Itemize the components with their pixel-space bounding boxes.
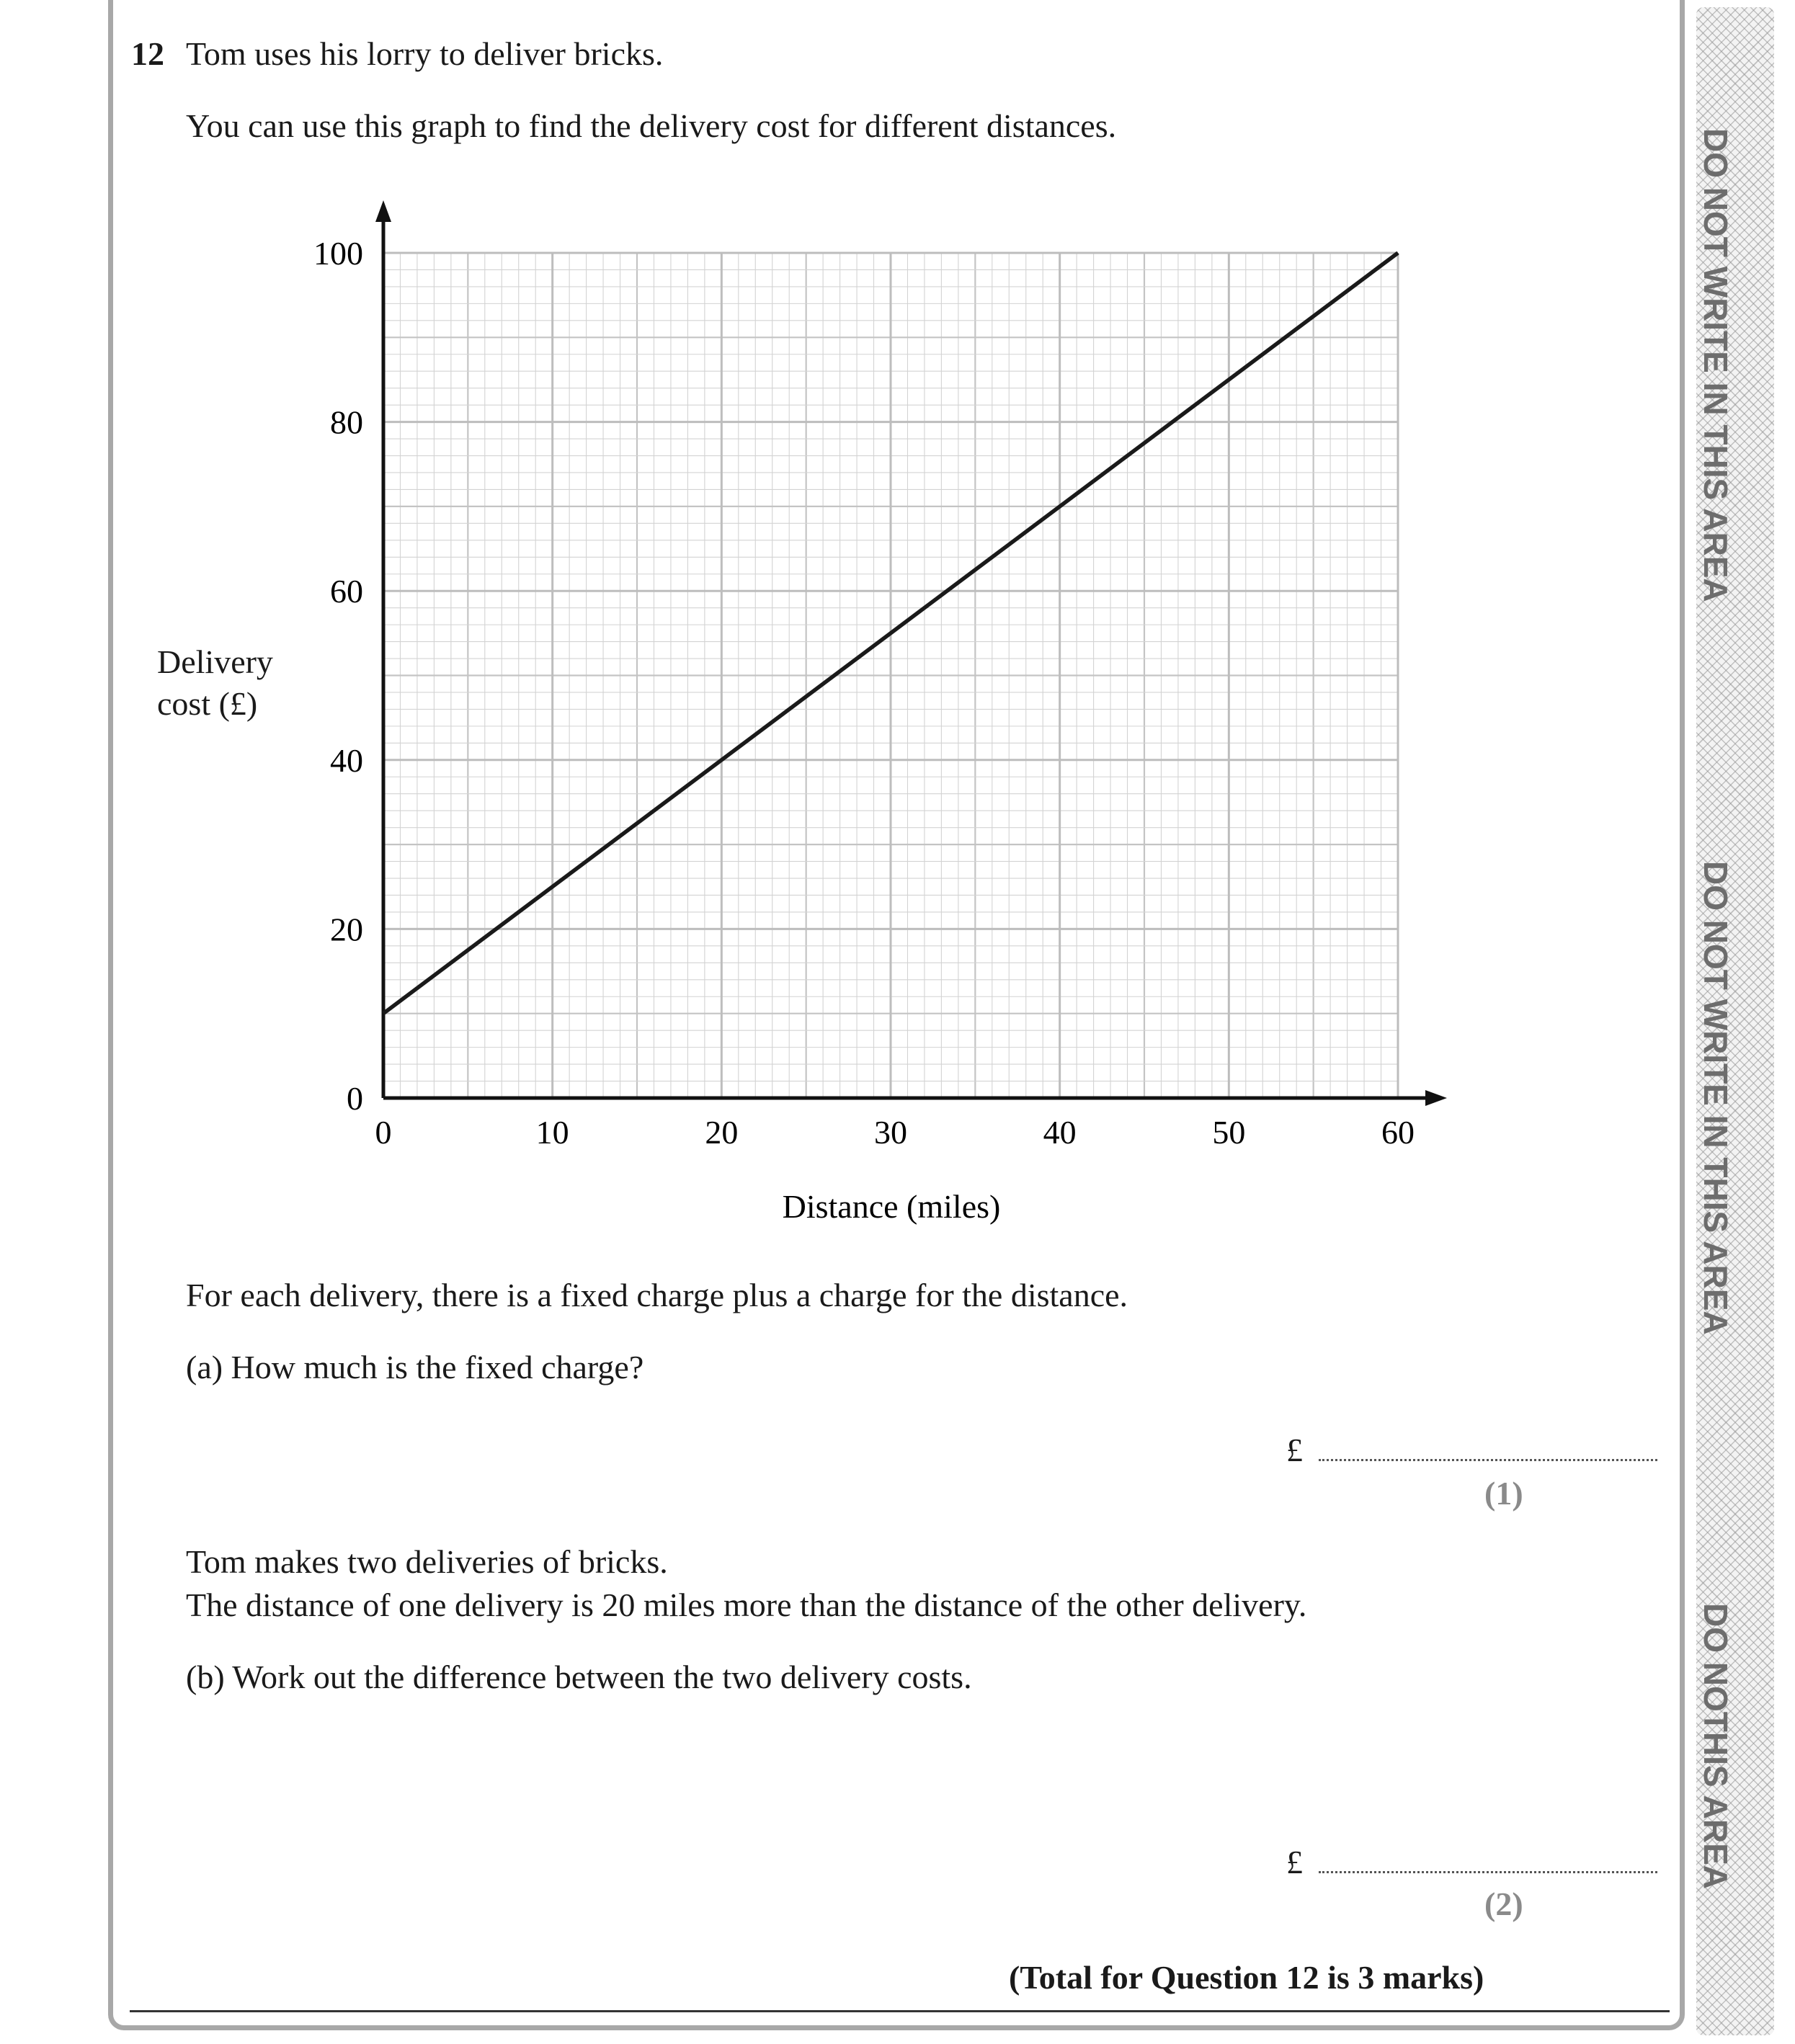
x-axis-arrow bbox=[1425, 1090, 1447, 1106]
x-axis-label: Distance (miles) bbox=[782, 1188, 1001, 1225]
margin-warning-3: DO NOTHIS AREA bbox=[1697, 1603, 1734, 1889]
x-tick-label: 60 bbox=[1381, 1114, 1415, 1151]
part-a-question: (a) How much is the fixed charge? bbox=[186, 1349, 644, 1385]
y-tick-label: 80 bbox=[330, 403, 363, 441]
margin-warning-1: DO NOT WRITE IN THIS AREA bbox=[1697, 128, 1734, 602]
graph-intro: You can use this graph to find the delivery cost for different distances. bbox=[186, 107, 1117, 144]
question-intro: Tom uses his lorry to deliver bricks. bbox=[186, 35, 664, 72]
x-tick-label: 40 bbox=[1043, 1114, 1077, 1151]
x-tick-label: 30 bbox=[874, 1114, 907, 1151]
x-tick-label: 20 bbox=[705, 1114, 739, 1151]
question-number: 12 bbox=[131, 35, 164, 72]
part-b-intro-2: The distance of one delivery is 20 miles more than the distance of the other delivery. bbox=[186, 1586, 1307, 1623]
margin-warning-2: DO NOT WRITE IN THIS AREA bbox=[1697, 861, 1734, 1335]
y-axis-label-line-1: Delivery bbox=[157, 643, 273, 680]
x-tick-label: 10 bbox=[535, 1114, 569, 1151]
part-b-question: (b) Work out the difference between the two delivery costs. bbox=[186, 1659, 972, 1695]
marks-a: (1) bbox=[1484, 1475, 1523, 1512]
answer-a-pound-sign: £ bbox=[1286, 1432, 1303, 1468]
part-b-intro-1: Tom makes two deliveries of bricks. bbox=[186, 1543, 668, 1580]
y-tick-label: 20 bbox=[330, 911, 363, 948]
answer-a-line[interactable] bbox=[1319, 1459, 1657, 1461]
answer-b-line[interactable] bbox=[1319, 1871, 1657, 1873]
total-marks: (Total for Question 12 is 3 marks) bbox=[1009, 1959, 1484, 1996]
y-tick-label: 0 bbox=[347, 1080, 363, 1117]
x-tick-label: 0 bbox=[375, 1114, 392, 1151]
answer-b-pound-sign: £ bbox=[1286, 1844, 1303, 1880]
marks-b: (2) bbox=[1484, 1885, 1523, 1922]
info-text: For each delivery, there is a fixed charge plus a charge for the distance. bbox=[186, 1277, 1128, 1313]
y-tick-label: 60 bbox=[330, 573, 363, 610]
x-tick-label: 50 bbox=[1212, 1114, 1246, 1151]
y-axis-arrow bbox=[375, 200, 391, 222]
bottom-rule bbox=[130, 2010, 1670, 2012]
y-tick-label: 100 bbox=[313, 235, 363, 272]
y-tick-label: 40 bbox=[330, 741, 363, 779]
y-axis-label-line-2: cost (£) bbox=[157, 685, 258, 722]
